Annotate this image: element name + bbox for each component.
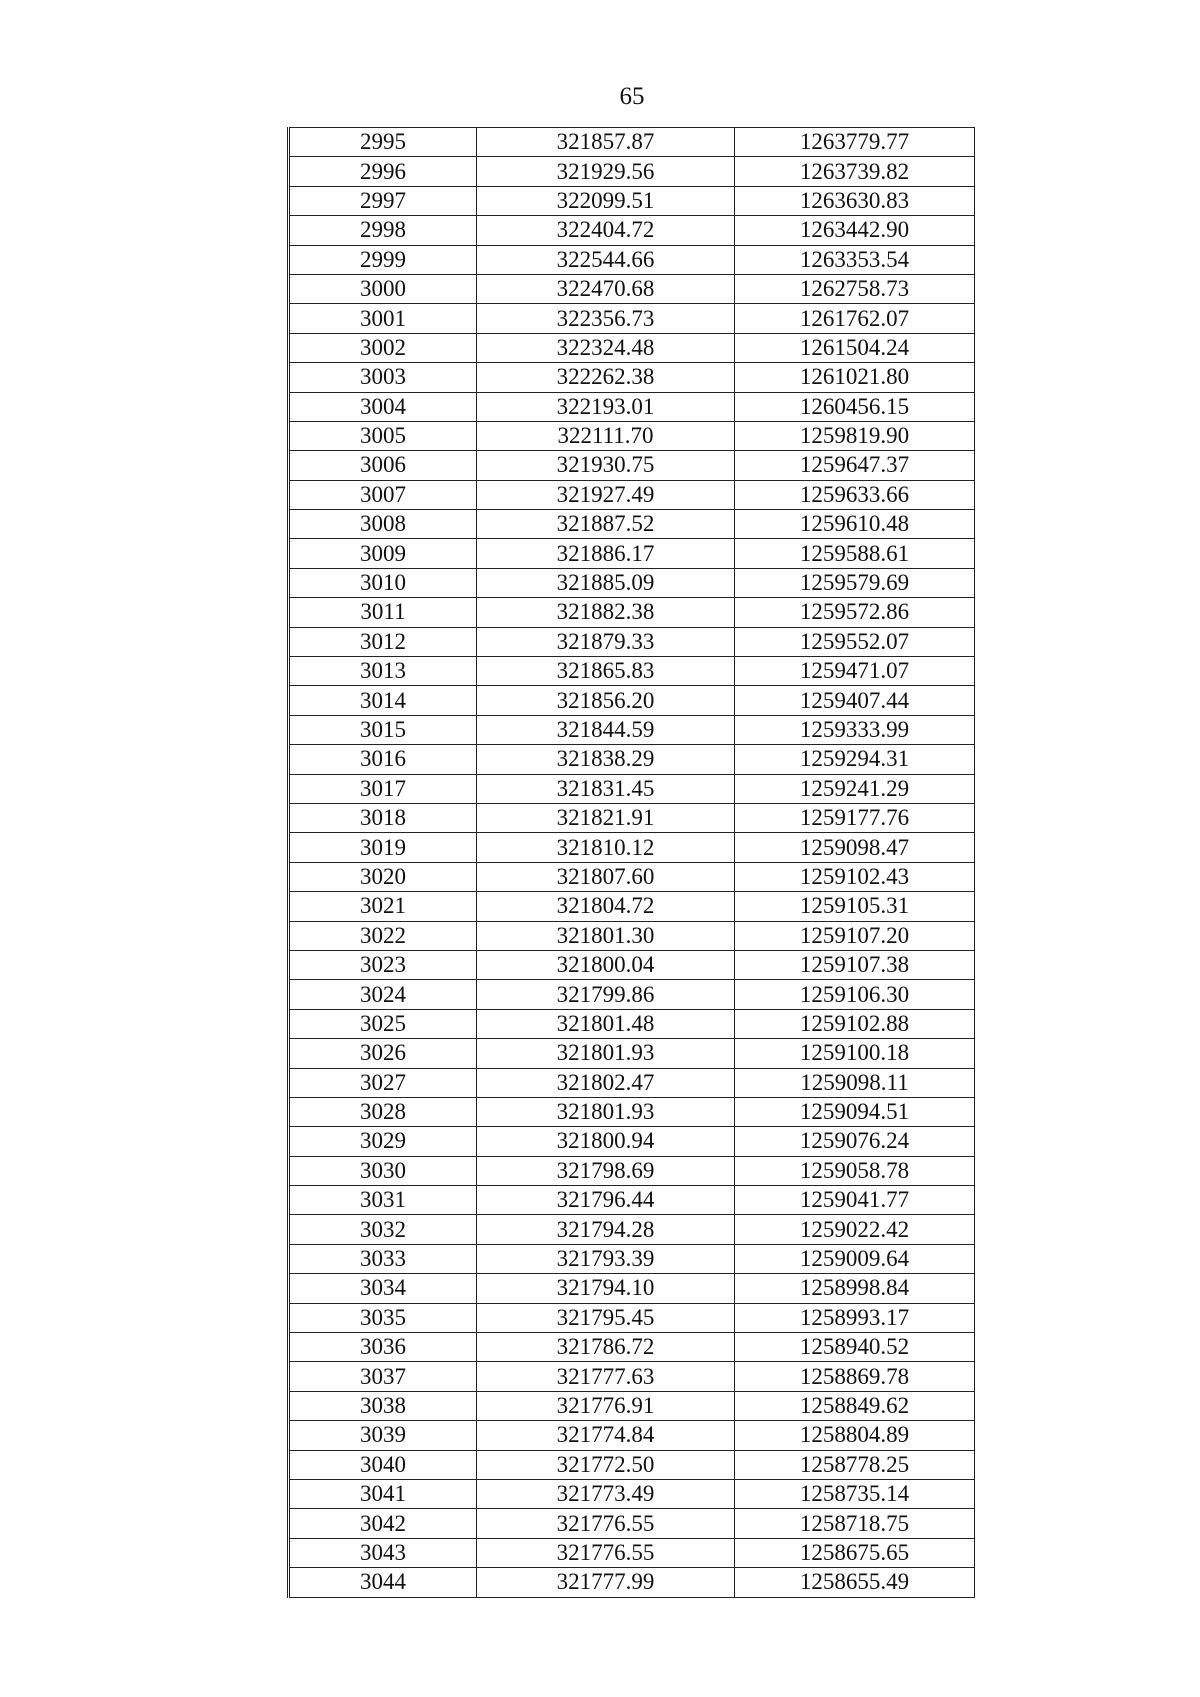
table-row	[289, 421, 975, 450]
table-row	[289, 627, 975, 656]
x-coordinate-cell: 321857.87	[477, 128, 735, 157]
x-coordinate-cell: 322470.68	[477, 274, 735, 303]
y-coordinate-cell: 1259407.44	[735, 686, 975, 715]
x-coordinate-cell: 321810.12	[477, 833, 735, 862]
x-coordinate-cell: 321798.69	[477, 1156, 735, 1185]
y-coordinate-cell: 1259572.86	[735, 598, 975, 627]
x-coordinate-cell: 321844.59	[477, 715, 735, 744]
x-coordinate-cell: 321800.94	[477, 1127, 735, 1156]
table-row	[289, 715, 975, 744]
table-row	[289, 1156, 975, 1185]
table-row	[289, 1479, 975, 1508]
point-number-cell: 3008	[289, 510, 477, 539]
point-number-cell: 3003	[289, 363, 477, 392]
table-row	[289, 598, 975, 627]
table-row	[289, 1509, 975, 1538]
y-coordinate-cell: 1259098.11	[735, 1068, 975, 1097]
point-number-cell: 3041	[289, 1479, 477, 1508]
x-coordinate-cell: 321887.52	[477, 510, 735, 539]
x-coordinate-cell: 321773.49	[477, 1479, 735, 1508]
point-number-cell: 2995	[289, 128, 477, 157]
table-row	[289, 745, 975, 774]
table-row	[289, 862, 975, 891]
y-coordinate-cell: 1258869.78	[735, 1362, 975, 1391]
table-row	[289, 1303, 975, 1332]
table-row	[289, 1274, 975, 1303]
table-row	[289, 1215, 975, 1244]
point-number-cell: 3032	[289, 1215, 477, 1244]
point-number-cell: 3016	[289, 745, 477, 774]
point-number-cell: 3031	[289, 1186, 477, 1215]
table-row	[289, 304, 975, 333]
y-coordinate-cell: 1258675.65	[735, 1538, 975, 1567]
table-row	[289, 1068, 975, 1097]
point-number-cell: 3020	[289, 862, 477, 891]
point-number-cell: 3015	[289, 715, 477, 744]
y-coordinate-cell: 1258718.75	[735, 1509, 975, 1538]
point-number-cell: 3019	[289, 833, 477, 862]
x-coordinate-cell: 321786.72	[477, 1333, 735, 1362]
table-row	[289, 216, 975, 245]
x-coordinate-cell: 321927.49	[477, 480, 735, 509]
y-coordinate-cell: 1259009.64	[735, 1244, 975, 1273]
point-number-cell: 3030	[289, 1156, 477, 1185]
point-number-cell: 2998	[289, 216, 477, 245]
x-coordinate-cell: 321821.91	[477, 803, 735, 832]
x-coordinate-cell: 321801.93	[477, 1097, 735, 1126]
x-coordinate-cell: 321777.99	[477, 1568, 735, 1597]
x-coordinate-cell: 321838.29	[477, 745, 735, 774]
point-number-cell: 3017	[289, 774, 477, 803]
y-coordinate-cell: 1259106.30	[735, 980, 975, 1009]
point-number-cell: 3022	[289, 921, 477, 950]
point-number-cell: 3033	[289, 1244, 477, 1273]
table-row	[289, 686, 975, 715]
x-coordinate-cell: 322324.48	[477, 333, 735, 362]
y-coordinate-cell: 1263353.54	[735, 245, 975, 274]
point-number-cell: 3042	[289, 1509, 477, 1538]
table-row	[289, 510, 975, 539]
y-coordinate-cell: 1258655.49	[735, 1568, 975, 1597]
y-coordinate-cell: 1258849.62	[735, 1391, 975, 1420]
table-row	[289, 1009, 975, 1038]
table-row	[289, 186, 975, 215]
x-coordinate-cell: 321930.75	[477, 451, 735, 480]
table-row	[289, 1391, 975, 1420]
table-row	[289, 392, 975, 421]
table-row	[289, 245, 975, 274]
table-row	[289, 774, 975, 803]
y-coordinate-cell: 1260456.15	[735, 392, 975, 421]
x-coordinate-cell: 321800.04	[477, 950, 735, 979]
y-coordinate-cell: 1259058.78	[735, 1156, 975, 1185]
y-coordinate-cell: 1258940.52	[735, 1333, 975, 1362]
table-row	[289, 921, 975, 950]
x-coordinate-cell: 321776.55	[477, 1538, 735, 1567]
point-number-cell: 3021	[289, 892, 477, 921]
y-coordinate-cell: 1261762.07	[735, 304, 975, 333]
point-number-cell: 3014	[289, 686, 477, 715]
x-coordinate-cell: 321929.56	[477, 157, 735, 186]
x-coordinate-cell: 321799.86	[477, 980, 735, 1009]
table-row	[289, 274, 975, 303]
y-coordinate-cell: 1259588.61	[735, 539, 975, 568]
y-coordinate-cell: 1259241.29	[735, 774, 975, 803]
table-row	[289, 568, 975, 597]
table-row	[289, 451, 975, 480]
y-coordinate-cell: 1261504.24	[735, 333, 975, 362]
table-row	[289, 539, 975, 568]
point-number-cell: 3025	[289, 1009, 477, 1038]
x-coordinate-cell: 321885.09	[477, 568, 735, 597]
x-coordinate-cell: 321777.63	[477, 1362, 735, 1391]
y-coordinate-cell: 1259610.48	[735, 510, 975, 539]
y-coordinate-cell: 1259647.37	[735, 451, 975, 480]
point-number-cell: 3034	[289, 1274, 477, 1303]
table-row	[289, 333, 975, 362]
point-number-cell: 3027	[289, 1068, 477, 1097]
y-coordinate-cell: 1259076.24	[735, 1127, 975, 1156]
y-coordinate-cell: 1259107.20	[735, 921, 975, 950]
point-number-cell: 3040	[289, 1450, 477, 1479]
table-row	[289, 1186, 975, 1215]
point-number-cell: 3024	[289, 980, 477, 1009]
table-row	[289, 128, 975, 157]
table-row	[289, 1538, 975, 1567]
y-coordinate-cell: 1263442.90	[735, 216, 975, 245]
point-number-cell: 3043	[289, 1538, 477, 1567]
x-coordinate-cell: 322404.72	[477, 216, 735, 245]
x-coordinate-cell: 321804.72	[477, 892, 735, 921]
table-row	[289, 950, 975, 979]
x-coordinate-cell: 321801.30	[477, 921, 735, 950]
y-coordinate-cell: 1261021.80	[735, 363, 975, 392]
point-number-cell: 3005	[289, 421, 477, 450]
y-coordinate-cell: 1258998.84	[735, 1274, 975, 1303]
y-coordinate-cell: 1263630.83	[735, 186, 975, 215]
point-number-cell: 3010	[289, 568, 477, 597]
y-coordinate-cell: 1258804.89	[735, 1421, 975, 1450]
y-coordinate-cell: 1258735.14	[735, 1479, 975, 1508]
y-coordinate-cell: 1259333.99	[735, 715, 975, 744]
y-coordinate-cell: 1258778.25	[735, 1450, 975, 1479]
table-row	[289, 1097, 975, 1126]
point-number-cell: 3026	[289, 1039, 477, 1068]
x-coordinate-cell: 322262.38	[477, 363, 735, 392]
point-number-cell: 3002	[289, 333, 477, 362]
point-number-cell: 3004	[289, 392, 477, 421]
y-coordinate-cell: 1262758.73	[735, 274, 975, 303]
point-number-cell: 3036	[289, 1333, 477, 1362]
point-number-cell: 3009	[289, 539, 477, 568]
x-coordinate-cell: 322544.66	[477, 245, 735, 274]
point-number-cell: 2997	[289, 186, 477, 215]
table-row	[289, 1244, 975, 1273]
y-coordinate-cell: 1263739.82	[735, 157, 975, 186]
table-row	[289, 1127, 975, 1156]
x-coordinate-cell: 322111.70	[477, 421, 735, 450]
point-number-cell: 3018	[289, 803, 477, 832]
point-number-cell: 3028	[289, 1097, 477, 1126]
point-number-cell: 3039	[289, 1421, 477, 1450]
x-coordinate-cell: 321831.45	[477, 774, 735, 803]
point-number-cell: 3035	[289, 1303, 477, 1332]
y-coordinate-cell: 1259633.66	[735, 480, 975, 509]
x-coordinate-cell: 321865.83	[477, 657, 735, 686]
table-row	[289, 1333, 975, 1362]
table-row	[289, 363, 975, 392]
table-row	[289, 1362, 975, 1391]
y-coordinate-cell: 1259107.38	[735, 950, 975, 979]
table-row	[289, 1568, 975, 1597]
x-coordinate-cell: 321802.47	[477, 1068, 735, 1097]
x-coordinate-cell: 321793.39	[477, 1244, 735, 1273]
y-coordinate-cell: 1259819.90	[735, 421, 975, 450]
table-row	[289, 657, 975, 686]
table-row	[289, 1421, 975, 1450]
coordinates-table	[287, 127, 975, 1598]
table-row	[289, 892, 975, 921]
table-row	[289, 1039, 975, 1068]
point-number-cell: 3013	[289, 657, 477, 686]
table-row	[289, 980, 975, 1009]
table-row	[289, 157, 975, 186]
y-coordinate-cell: 1259102.88	[735, 1009, 975, 1038]
y-coordinate-cell: 1259471.07	[735, 657, 975, 686]
y-coordinate-cell: 1259552.07	[735, 627, 975, 656]
y-coordinate-cell: 1259105.31	[735, 892, 975, 921]
point-number-cell: 3044	[289, 1568, 477, 1597]
x-coordinate-cell: 321794.10	[477, 1274, 735, 1303]
coordinates-table-body	[289, 128, 975, 1598]
y-coordinate-cell: 1259579.69	[735, 568, 975, 597]
x-coordinate-cell: 321856.20	[477, 686, 735, 715]
y-coordinate-cell: 1259041.77	[735, 1186, 975, 1215]
point-number-cell: 3011	[289, 598, 477, 627]
x-coordinate-cell: 321776.55	[477, 1509, 735, 1538]
table-row	[289, 480, 975, 509]
x-coordinate-cell: 321776.91	[477, 1391, 735, 1420]
point-number-cell: 3001	[289, 304, 477, 333]
point-number-cell: 3007	[289, 480, 477, 509]
x-coordinate-cell: 321807.60	[477, 862, 735, 891]
y-coordinate-cell: 1259102.43	[735, 862, 975, 891]
x-coordinate-cell: 321772.50	[477, 1450, 735, 1479]
point-number-cell: 3006	[289, 451, 477, 480]
point-number-cell: 3000	[289, 274, 477, 303]
point-number-cell: 3023	[289, 950, 477, 979]
x-coordinate-cell: 321796.44	[477, 1186, 735, 1215]
point-number-cell: 3029	[289, 1127, 477, 1156]
y-coordinate-cell: 1259177.76	[735, 803, 975, 832]
x-coordinate-cell: 321774.84	[477, 1421, 735, 1450]
table-row	[289, 803, 975, 832]
x-coordinate-cell: 321801.93	[477, 1039, 735, 1068]
x-coordinate-cell: 321879.33	[477, 627, 735, 656]
x-coordinate-cell: 322356.73	[477, 304, 735, 333]
point-number-cell: 2996	[289, 157, 477, 186]
point-number-cell: 2999	[289, 245, 477, 274]
point-number-cell: 3038	[289, 1391, 477, 1420]
x-coordinate-cell: 321794.28	[477, 1215, 735, 1244]
table-row	[289, 1450, 975, 1479]
y-coordinate-cell: 1258993.17	[735, 1303, 975, 1332]
table-row	[289, 833, 975, 862]
y-coordinate-cell: 1259022.42	[735, 1215, 975, 1244]
x-coordinate-cell: 321882.38	[477, 598, 735, 627]
x-coordinate-cell: 321801.48	[477, 1009, 735, 1038]
x-coordinate-cell: 322193.01	[477, 392, 735, 421]
x-coordinate-cell: 321795.45	[477, 1303, 735, 1332]
y-coordinate-cell: 1259100.18	[735, 1039, 975, 1068]
point-number-cell: 3037	[289, 1362, 477, 1391]
x-coordinate-cell: 322099.51	[477, 186, 735, 215]
y-coordinate-cell: 1263779.77	[735, 128, 975, 157]
y-coordinate-cell: 1259094.51	[735, 1097, 975, 1126]
y-coordinate-cell: 1259294.31	[735, 745, 975, 774]
x-coordinate-cell: 321886.17	[477, 539, 735, 568]
point-number-cell: 3012	[289, 627, 477, 656]
y-coordinate-cell: 1259098.47	[735, 833, 975, 862]
page-number: 65	[619, 83, 645, 110]
